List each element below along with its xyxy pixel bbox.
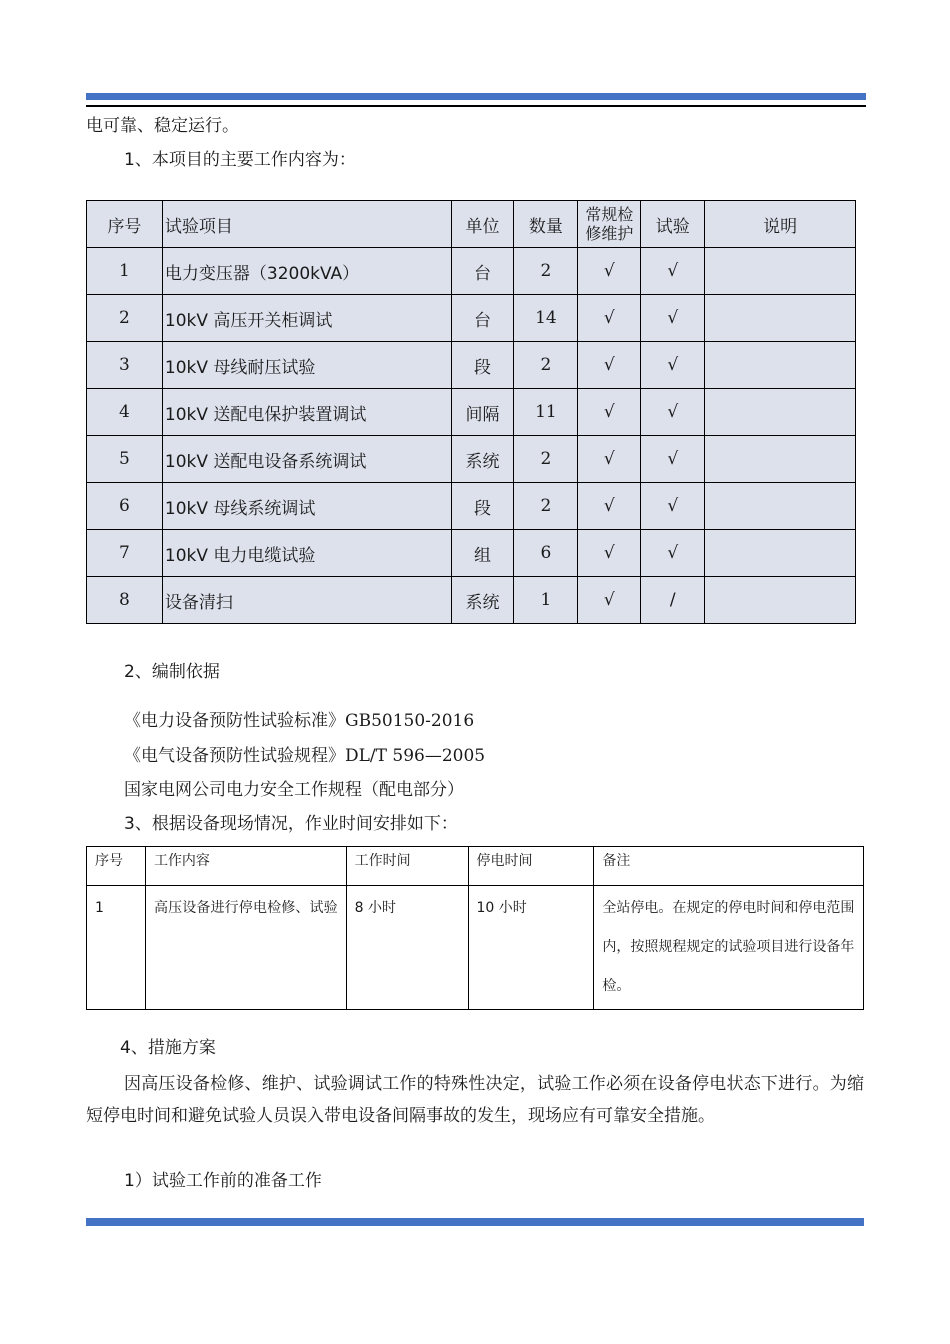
reference-item: 《电气设备预防性试验规程》DL/T 596—2005 xyxy=(124,746,486,766)
cell-item: 10kV 送配电保护装置调试 xyxy=(162,389,451,436)
table-row xyxy=(87,886,864,1010)
cell-maint: √ xyxy=(578,530,641,577)
col-header-item: 试验项目 xyxy=(162,201,451,248)
col-header-unit: 单位 xyxy=(451,201,514,248)
cell-qty: 2 xyxy=(514,436,578,483)
table-row xyxy=(87,577,856,624)
table-header-row xyxy=(87,847,864,886)
schedule-table xyxy=(86,846,864,1010)
intro-text: 电可靠、稳定运行。 xyxy=(86,116,239,136)
cell-qty: 1 xyxy=(514,577,578,624)
section1-title: 1、本项目的主要工作内容为： xyxy=(124,150,356,170)
work-items-table xyxy=(86,200,856,624)
cell-note xyxy=(705,483,856,530)
cell-no: 1 xyxy=(87,248,163,295)
cell-no: 8 xyxy=(87,577,163,624)
table-row xyxy=(87,342,856,389)
cell-unit: 台 xyxy=(451,295,514,342)
col-header-maint: 常规检修维护 xyxy=(578,201,641,248)
table-row xyxy=(87,483,856,530)
col-header-remark: 备注 xyxy=(594,847,864,886)
cell-note xyxy=(705,577,856,624)
cell-test: √ xyxy=(641,248,705,295)
cell-qty: 2 xyxy=(514,248,578,295)
cell-unit: 系统 xyxy=(451,436,514,483)
cell-test: √ xyxy=(641,483,705,530)
col-header-qty: 数量 xyxy=(514,201,578,248)
reference-item: 国家电网公司电力安全工作规程（配电部分） xyxy=(124,780,464,800)
cell-qty: 11 xyxy=(514,389,578,436)
cell-content: 高压设备进行停电检修、试验 xyxy=(145,886,346,1010)
cell-note xyxy=(705,248,856,295)
section3-title: 3、根据设备现场情况，作业时间安排如下： xyxy=(124,814,458,834)
col-header-outage-time: 停电时间 xyxy=(468,847,594,886)
cell-unit: 间隔 xyxy=(451,389,514,436)
cell-item: 10kV 电力电缆试验 xyxy=(162,530,451,577)
cell-no: 2 xyxy=(87,295,163,342)
cell-test: / xyxy=(641,577,705,624)
cell-no: 3 xyxy=(87,342,163,389)
col-header-no: 序号 xyxy=(87,201,163,248)
table-row xyxy=(87,436,856,483)
subsection1-title: 1）试验工作前的准备工作 xyxy=(124,1171,322,1191)
cell-no: 4 xyxy=(87,389,163,436)
cell-item: 10kV 母线耐压试验 xyxy=(162,342,451,389)
cell-test: √ xyxy=(641,295,705,342)
cell-work-time: 8 小时 xyxy=(346,886,468,1010)
cell-unit: 组 xyxy=(451,530,514,577)
cell-maint: √ xyxy=(578,483,641,530)
header-accent-bar xyxy=(86,93,866,100)
cell-outage-time: 10 小时 xyxy=(468,886,594,1010)
cell-qty: 2 xyxy=(514,342,578,389)
cell-note xyxy=(705,389,856,436)
cell-maint: √ xyxy=(578,248,641,295)
cell-item: 10kV 高压开关柜调试 xyxy=(162,295,451,342)
cell-unit: 台 xyxy=(451,248,514,295)
cell-no: 6 xyxy=(87,483,163,530)
cell-no: 1 xyxy=(87,886,146,1010)
cell-test: √ xyxy=(641,436,705,483)
cell-note xyxy=(705,530,856,577)
cell-item: 电力变压器（3200kVA） xyxy=(162,248,451,295)
cell-maint: √ xyxy=(578,436,641,483)
section2-title: 2、编制依据 xyxy=(124,662,220,682)
table-header-row xyxy=(87,201,856,248)
cell-remark: 全站停电。在规定的停电时间和停电范围内，按照规程规定的试验项目进行设备年检。 xyxy=(594,886,864,1010)
table-row xyxy=(87,530,856,577)
cell-note xyxy=(705,436,856,483)
cell-note xyxy=(705,295,856,342)
cell-maint: √ xyxy=(578,577,641,624)
table-row xyxy=(87,248,856,295)
section4-title: 4、措施方案 xyxy=(120,1038,216,1058)
cell-qty: 6 xyxy=(514,530,578,577)
cell-maint: √ xyxy=(578,295,641,342)
cell-unit: 段 xyxy=(451,342,514,389)
col-header-work-time: 工作时间 xyxy=(346,847,468,886)
cell-note xyxy=(705,342,856,389)
cell-test: √ xyxy=(641,530,705,577)
header-rule xyxy=(86,105,866,107)
section4-paragraph: 因高压设备检修、维护、试验调试工作的特殊性决定，试验工作必须在设备停电状态下进行。为缩短停电时间和避免试验人员误入带电设备间隔事故的发生，现场应有可靠安全措施。 xyxy=(86,1074,864,1126)
cell-item: 10kV 母线系统调试 xyxy=(162,483,451,530)
table-row xyxy=(87,389,856,436)
col-header-no: 序号 xyxy=(87,847,146,886)
col-header-note: 说明 xyxy=(705,201,856,248)
cell-test: √ xyxy=(641,389,705,436)
cell-test: √ xyxy=(641,342,705,389)
table-row xyxy=(87,295,856,342)
cell-item: 10kV 送配电设备系统调试 xyxy=(162,436,451,483)
reference-item: 《电力设备预防性试验标准》GB50150-2016 xyxy=(124,711,475,731)
cell-no: 5 xyxy=(87,436,163,483)
cell-unit: 段 xyxy=(451,483,514,530)
cell-maint: √ xyxy=(578,342,641,389)
cell-item: 设备清扫 xyxy=(162,577,451,624)
cell-unit: 系统 xyxy=(451,577,514,624)
col-header-content: 工作内容 xyxy=(145,847,346,886)
cell-no: 7 xyxy=(87,530,163,577)
cell-maint: √ xyxy=(578,389,641,436)
cell-qty: 2 xyxy=(514,483,578,530)
footer-accent-bar xyxy=(86,1218,864,1226)
col-header-test: 试验 xyxy=(641,201,705,248)
cell-qty: 14 xyxy=(514,295,578,342)
